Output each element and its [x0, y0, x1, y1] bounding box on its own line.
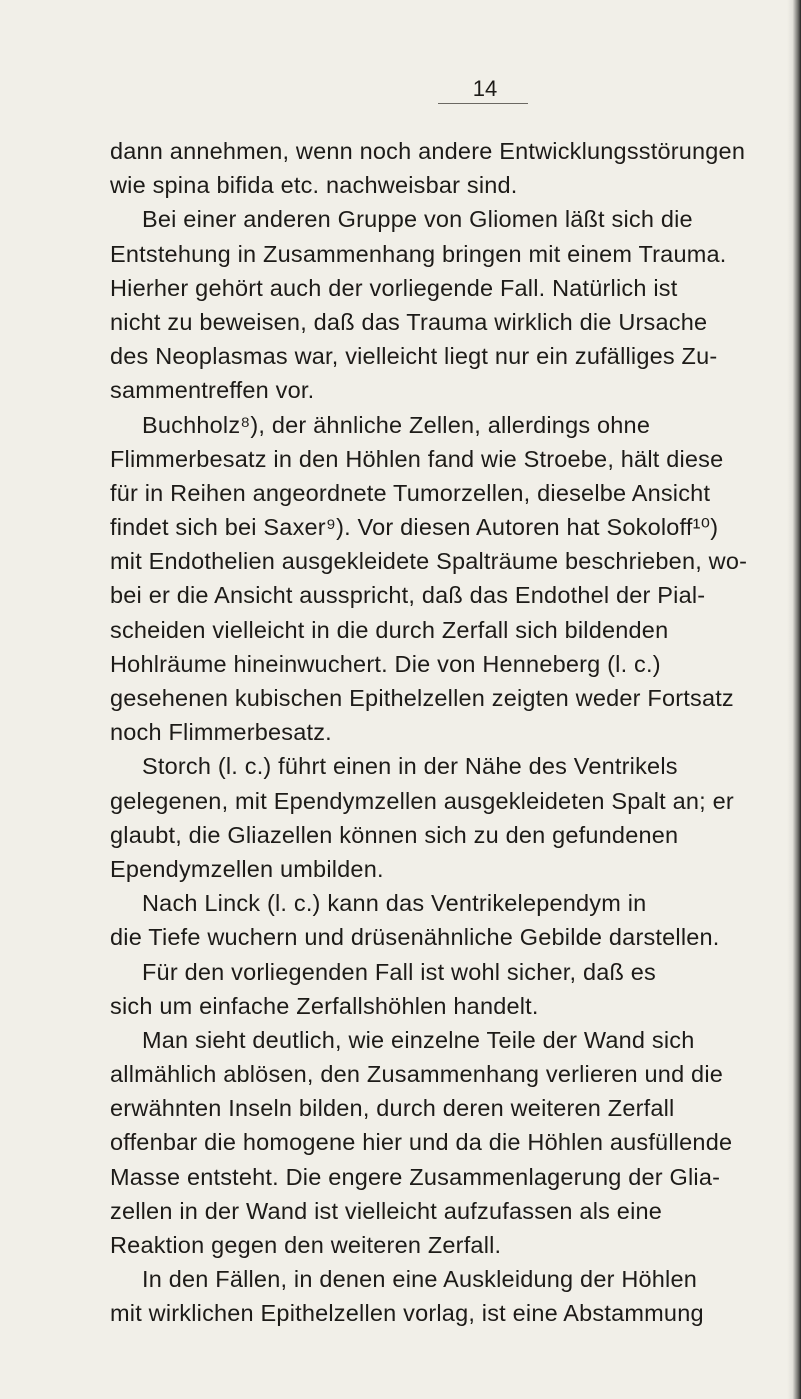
text-line: Buchholz⁸), der ähnliche Zellen, allerdings ohne [142, 411, 651, 438]
text-line: sich um einfache Zerfallshöhlen handelt. [110, 992, 539, 1019]
text-line: scheiden vielleicht in die durch Zerfall sich bildenden [110, 616, 669, 643]
text-line: bei er die Ansicht ausspricht, daß das Endothel der Pial- [110, 582, 706, 609]
text-line: findet sich bei Saxer⁹). Vor diesen Autoren hat Sokoloff¹⁰) [110, 514, 719, 541]
text-line: wie spina bifida etc. nachweisbar sind. [110, 172, 518, 199]
text-line: Entstehung in Zusammenhang bringen mit einem Trauma. [110, 240, 727, 267]
text-line: Für den vorliegenden Fall ist wohl sicher, daß es [142, 958, 656, 985]
text-line: noch Flimmerbesatz. [110, 719, 332, 746]
text-line: die Tiefe wuchern und drüsenähnliche Gebilde darstellen. [110, 924, 720, 951]
text-line: Ependymzellen umbilden. [110, 855, 384, 882]
text-line: offenbar die homogene hier und da die Höhlen ausfüllende [110, 1129, 733, 1156]
text-line: nicht zu beweisen, daß das Trauma wirklich die Ursache [110, 308, 708, 335]
text-line: des Neoplasmas war, vielleicht liegt nur ein zufälliges Zu- [110, 343, 718, 370]
page-edge-shadow [787, 0, 801, 1399]
text-line: Flimmerbesatz in den Höhlen fand wie Stroebe, hält diese [110, 445, 724, 472]
text-line: dann annehmen, wenn noch andere Entwicklungsstörungen [110, 138, 746, 164]
text-line: Hierher gehört auch der vorliegende Fall. Natürlich ist [110, 274, 678, 301]
text-line: gelegenen, mit Ependymzellen ausgekleideten Spalt an; er [110, 787, 734, 814]
body-text [110, 134, 790, 1331]
text-line: gesehenen kubischen Epithelzellen zeigten weder Fortsatz [110, 685, 734, 711]
text-line: erwähnten Inseln bilden, durch deren weiteren Zerfall [110, 1095, 675, 1122]
text-line: Hohlräume hineinwuchert. Die von Henneberg (l. c.) [110, 650, 661, 677]
text-line: Bei einer anderen Gruppe von Gliomen läßt sich die [142, 206, 693, 233]
text-line: Reaktion gegen den weiteren Zerfall. [110, 1232, 502, 1258]
text-line: für in Reihen angeordnete Tumorzellen, dieselbe Ansicht [110, 479, 711, 506]
text-line: Nach Linck (l. c.) kann das Ventrikelependym in [142, 890, 647, 917]
text-line: Man sieht deutlich, wie einzelne Teile der Wand sich [142, 1026, 695, 1053]
text-line: allmählich ablösen, den Zusammenhang verlieren und die [110, 1061, 724, 1088]
text-line: mit Endothelien ausgekleidete Spalträume beschrieben, wo- [110, 548, 748, 575]
page-number-rule [438, 103, 528, 104]
text-line: Masse entsteht. Die engere Zusammenlagerung der Glia- [110, 1163, 721, 1190]
text-line: glaubt, die Gliazellen können sich zu den gefundenen [110, 821, 679, 848]
text-line: In den Fällen, in denen eine Auskleidung der Höhlen [142, 1266, 698, 1293]
text-line: sammentreffen vor. [110, 377, 315, 404]
text-line: Storch (l. c.) führt einen in der Nähe des Ventrikels [142, 753, 678, 780]
page-number: 14 [472, 76, 498, 101]
text-line: zellen in der Wand ist vielleicht aufzufassen als eine [110, 1197, 663, 1224]
text-line: mit wirklichen Epithelzellen vorlag, ist eine Abstammung [110, 1300, 704, 1327]
